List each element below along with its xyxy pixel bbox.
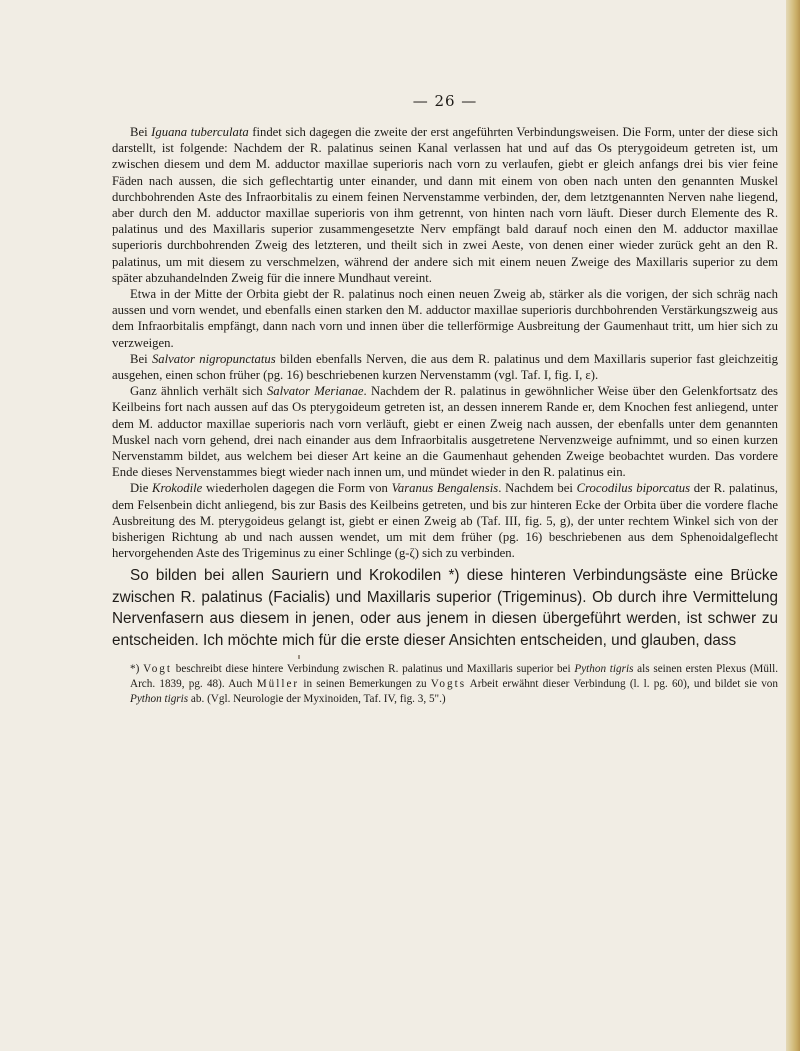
author-name: Vogts xyxy=(430,678,467,691)
italic-term: Salvator nigropunctatus xyxy=(151,351,276,366)
summary-paragraph: So bilden bei allen Sauriern und Krokodilen *) diese hinteren Verbindungsäste eine Brücke zwischen R. palatinus (Facialis) und Maxillaris superior (Trigeminus). Ob durch ihre Vermittelung Nervenfasern aus diesem in jenen, oder aus jenem in diesen übergeführt werden, ist schwer zu entscheiden. Ich möchte mich für die erste dieser Ansichten entscheiden, und glauben, dass xyxy=(112,567,778,649)
italic-term: Varanus Bengalensis xyxy=(391,481,499,496)
italic-term: Salvator Merianae xyxy=(266,384,364,399)
text-run: Bei xyxy=(130,125,152,139)
text-run: in seinen Bemerkungen zu xyxy=(299,678,431,691)
italic-term: Krokodile xyxy=(152,481,203,496)
text-run: Die xyxy=(130,481,153,496)
author-name: Vogt xyxy=(143,663,173,676)
paragraph-salvator-nigropunctatus xyxy=(112,351,778,383)
text-run: wiederholen dagegen die Form von xyxy=(202,481,392,496)
text-run: beschreibt diese hintere Verbindung zwischen R. palatinus und Maxillaris superior bei xyxy=(172,663,575,676)
italic-term: Iguana tuberculata xyxy=(151,125,249,139)
footnote xyxy=(130,662,778,707)
book-page xyxy=(112,0,778,707)
paragraph-orbita xyxy=(112,286,778,351)
text-run: bilden ebenfalls Nerven, die aus dem R. palatinus und dem Maxillaris superior fast gleichzeitig ausgehen, einen schon früher (pg. 16) beschriebenen kurzen Nervenstamm (vgl. Taf. I, fig. I, ε). xyxy=(112,351,778,383)
page-edge-shading xyxy=(786,0,800,1051)
italic-term: Python tigris xyxy=(130,693,189,706)
text-run: Ganz ähnlich verhält sich xyxy=(130,384,267,399)
text-run: . Nachdem bei xyxy=(498,481,577,496)
text-run: Bei xyxy=(130,351,152,366)
page-number: — 26 — xyxy=(412,92,478,110)
text-run: . Nachdem der R. palatinus in gewöhnlicher Weise über den Gelenkfortsatz des Keilbeins fort nach aussen auf das Os pterygoideum getreten ist, an dessen innerem Rande er, dem Knochen fest anliegend, unter dem M. adductor maxillae superioris nach vorn verläuft, giebt er einen Zweig nach aussen, der ebenfalls unter dem genannten Muskel nach vorn gehend, drei nach einander aus dem Infraorbitalis ausgetretene Nervenzweige aufnimmt, und so einen kurzen Nervenstamm bildet, aus welchem bei dieser Art keine an die Gaumenhaut gehenden Zweige beobachtet wurden. Das vordere Ende dieses Nervenstammes biegt wieder nach innen um, und mündet wieder in den R. palatinus ein. xyxy=(112,384,778,480)
text-run: als seinen ersten Plexus (Müll. Arch. 1839, pg. 48). Auch xyxy=(130,663,778,691)
text-run: findet sich dagegen die zweite der erst angeführten Verbindungsweisen. Die Form, unter der diese sich darstellt, ist folgende: Nachdem der R. palatinus seinen Kanal verlassen hat und auf das Os pterygoideum getreten ist, um zwischen diesem und dem M. adductor maxillae superioris nach vorn zu verlaufen, giebt er gleich anfangs drei bis vier feine Fäden nach aussen, die sich geflechtartig unter einander, und dann mit einem von oben nach unten den genannten Muskel durchbohrenden Aste des Infraorbitalis zu einem feinen Nervenstamme verbinden, der, dem letztgenannten Nerven nahe liegend, aber durch den M. adductor maxillae superioris von ihm getrennt, von hinten nach vorn läuft. Dieser durch Elemente des R. palatinus und des Maxillaris superior zusammengesetzte Nerv empfängt bald darauf noch einen den M. adductor maxillae superioris durchbohrenden Zweig des letzteren, und theilt sich in zwei Aeste, von denen einer wieder zurück geht an den R. palatinus, um mit diesem zu verschmelzen, während der andere sich mit einem neuen Zweige des Maxillaris superior zu dem später abzuhandelnden Zweig für die innere Mundhaut vereint. xyxy=(112,125,778,285)
paragraph-iguana xyxy=(112,124,778,286)
text-run: ab. (Vgl. Neurologie der Myxinoiden, Taf. IV, fig. 3, 5".) xyxy=(188,693,446,706)
paragraph-salvator-merianae xyxy=(112,383,778,480)
footnote-divider xyxy=(298,655,300,659)
body-text xyxy=(112,124,778,561)
text-run: der R. palatinus, dem Felsenbein dicht anliegend, bis zur Basis des Keilbeins getreten, und bis zur hinteren Ecke der Orbita über die vordere flache Ausbreitung des M. pterygoideus gelangt ist, giebt er einen Zweig ab (Taf. III, fig. 5, g), der unter rechtem Winkel sich von der bisherigen Richtung ab und nach aussen wendet, um mit dem früher (pg. 16) beschriebenen aus dem Sphenoidalgeflecht hervorgehenden Aste des Trigeminus zu einer Schlinge (g-ζ) sich zu verbinden. xyxy=(112,481,778,561)
text-run: Arbeit erwähnt dieser Verbindung (l. l. pg. 60), und bildet sie von xyxy=(466,678,778,691)
text-run: *) xyxy=(130,663,144,676)
paragraph-krokodile xyxy=(112,480,778,561)
italic-term: Crocodilus biporcatus xyxy=(576,481,691,496)
italic-term: Python tigris xyxy=(574,663,634,676)
author-name: Müller xyxy=(256,678,300,691)
text-run: Etwa in der Mitte der Orbita giebt der R. palatinus noch einen neuen Zweig ab, stärker als die vorigen, der sich schräg nach aussen und vorn wendet, und ebenfalls einen starken den M. adductor maxillae superioris durchbohrenden Verstärkungszweig aus dem Infraorbitalis empfängt, dann nach vorn und innen über die tellerförmige Ausbreitung der Gaumenhaut tritt, um hier sich zu verzweigen. xyxy=(112,287,778,350)
